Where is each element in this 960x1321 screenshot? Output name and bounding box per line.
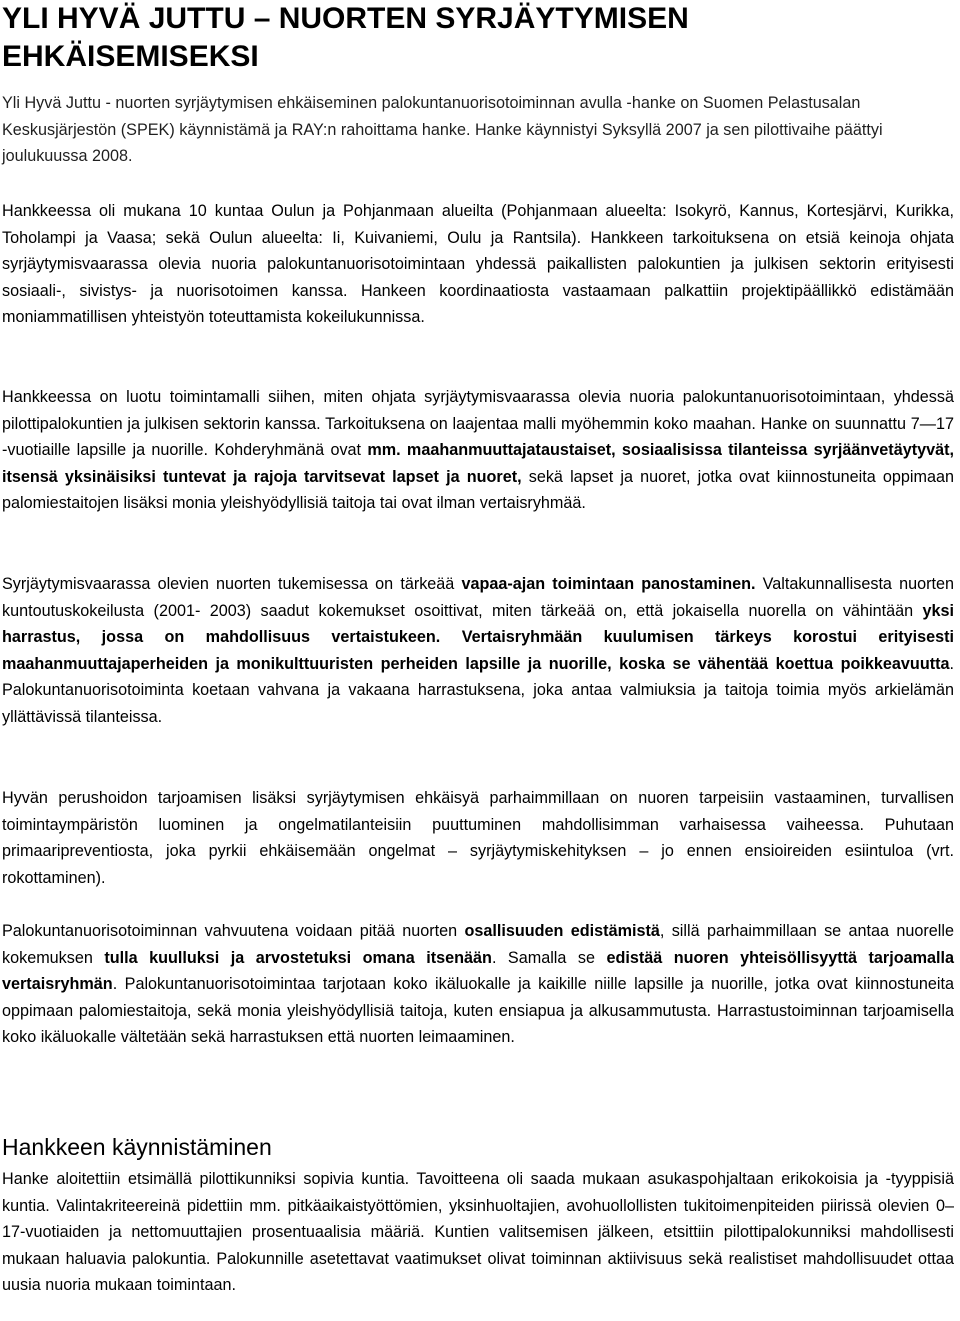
section-heading: Hankkeen käynnistäminen — [2, 1134, 272, 1160]
paragraph-text: sekä lapset ja nuoret, jotka ovat kiinnostuneita oppimaan palomiestaitojen lisäksi monia yleishyödyllisiä taitoja tai ovat ilman vertaisryhmää. — [2, 467, 954, 512]
paragraph-leisure-activity — [2, 571, 954, 730]
paragraph-participation — [2, 918, 954, 1051]
paragraph-emphasis: yksi harrastus, jossa on mahdollisuus vertaistukeen. Vertaisryhmään kuulumisen tärkeys korostui erityisesti maahanmuuttajaperheiden ja monikulttuuristen perheiden lapsille ja nuorille, koska se vähentää koettua poikkeavuutta — [2, 601, 954, 673]
paragraph-emphasis: tulla kuulluksi ja arvostetuksi omana itsenään — [104, 948, 492, 967]
document-title: YLI HYVÄ JUTTU – NUORTEN SYRJÄYTYMISEN EHKÄISEMISEKSI — [2, 2, 689, 73]
paragraph-text: , sillä parhaimmillaan se antaa nuorelle kokemuksen — [2, 922, 954, 967]
intro-paragraph: Yli Hyvä Juttu - nuorten syrjäytymisen ehkäiseminen palokuntanuorisotoiminnan avulla -hanke on Suomen Pelastusalan Keskusjärjestön (SPEK) käynnistämä ja RAY:n rahoittama hanke. Hanke käynnistyi Syksyllä 2007 ja sen pilottivaihe päättyi joulukuussa 2008. — [2, 94, 883, 165]
paragraph-emphasis: mm. maahanmuuttajataustaiset, sosiaalisissa tilanteissa syrjäänvetäytyvät, itsensä yksinäisiksi tuntevat ja rajoja tarvitsevat lapset ja nuoret, — [2, 441, 954, 486]
paragraph-text: Palokuntanuorisotoiminnan vahvuutena voidaan pitää nuorten — [2, 922, 465, 940]
paragraph-participants: Hankkeessa oli mukana 10 kuntaa Oulun ja Pohjanmaan alueilta (Pohjanmaan alueelta: Isokyrö, Kannus, Kortesjärvi, Kurikka, Toholampi ja Vaasa; sekä Oulun alueelta: Ii, Kuivaniemi, Oulu ja Rantsila). Hankkeen tarkoituksena on etsiä keinoja ohjata syrjäytymisvaarassa olevia nuoria palokuntanuorisotoimintaan yhdessä paikallisten palokuntien ja julkisen sektorin erityisesti sosiaali-, sivistys- ja nuorisotoimen kanssa. Hankeen koordinaatiosta vastaamaan palkattiin projektipäällikkö edistämään moniammatillisen yhteistyön toteuttamista kokeilukunnissa. — [2, 202, 954, 326]
paragraph-text: . Samalla se — [491, 948, 607, 967]
paragraph-emphasis: vapaa-ajan toimintaan panostaminen. — [461, 575, 756, 593]
paragraph-text: Hankkeessa on luotu toimintamalli siihen, miten ohjata syrjäytymisvaarassa olevia nuoria palokuntanuorisotoimintaan, yhdessä pilottipalokuntien ja julkisen sektorin kanssa. Tarkoituksena on laajentaa malli myöhemmin koko maahan. Hanke on suunnattu 7—17 -vuotiaille lapsille ja nuorille. Kohderyhmänä ovat — [2, 388, 954, 459]
paragraph-emphasis: edistää nuoren yhteisöllisyyttä tarjoamalla vertaisryhmän — [2, 948, 954, 993]
paragraph-text: . Palokuntanuorisotoiminta koetaan vahvana ja vakaana harrastuksena, joka antaa valmiuksia ja taitoja toimia myös arkielämän yllättävissä tilanteissa. — [2, 654, 954, 726]
paragraph-text: . Palokuntanuorisotoimintaa tarjotaan koko ikäluokalle ja kaikille niille lapsille ja nuorille, jotka ovat kiinnostuneita oppimaan palomiestaitoja, sekä monia yleishyödyllisiä taitoja, kuten ensiapua ja alkusammutusta. Harrastustoiminnan tarjoamisella koko ikäluokalle vältetään sekä harrastuksen että nuorten leimaaminen. — [2, 975, 954, 1046]
paragraph-operating-model — [2, 384, 954, 517]
paragraph-prevention: Hyvän perushoidon tarjoamisen lisäksi syrjäytymisen ehkäisyä parhaimmillaan on nuoren tarpeisiin vastaaminen, turvallisen toimintaympäristön luominen ja ongelmatilanteisiin puuttuminen mahdollisimman varhaisessa vaiheessa. Puhutaan primaaripreventiosta, joka pyrkii ehkäisemään ongelmat – syrjäytymiskehityksen – jo ennen ensioireiden esiintuloa (vrt. rokottaminen). — [2, 789, 954, 887]
paragraph-text: Syrjäytymisvaarassa olevien nuorten tukemisessa on tärkeää — [2, 575, 462, 593]
paragraph-emphasis: osallisuuden edistämistä — [464, 922, 660, 940]
paragraph-project-start: Hanke aloitettiin etsimällä pilottikunniksi sopivia kuntia. Tavoitteena oli saada mukaan asukaspohjaltaan erikokoisia ja -tyyppisiä kuntia. Valintakriteereinä pidettiin mm. pitkäaikaistyöttömien, yksinhuoltajien, avohuollollisten tukitoimenpiteiden piirissä olevien 0–17-vuotiaiden ja nettomuuttajien prosentuaalisia määriä. Kuntien valitsemisen jälkeen, etsittiin pilottipalokunniksi mahdollisesti mukaan haluavia palokuntia. Palokunnille asetettavat vaatimukset olivat toiminnan aktiivisuus sekä realistiset mahdollisuudet ottaa uusia nuoria mukaan toimintaan. — [2, 1170, 954, 1294]
paragraph-text: Valtakunnallisesta nuorten kuntoutuskokeilusta (2001- 2003) saadut kokemukset osoittivat, miten tärkeää on, että jokaisella nuorella on vähintään — [2, 575, 954, 620]
